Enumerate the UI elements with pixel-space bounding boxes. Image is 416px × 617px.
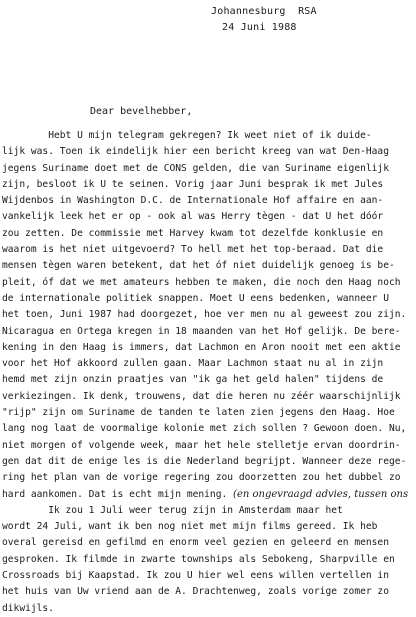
body-line: Crossroads bij Kaapstad. Ik zou U hier wel eens willen vertellen in <box>2 570 389 582</box>
letter-date: 24 Juni 1988 <box>222 22 297 33</box>
body-line-with-note <box>2 487 414 503</box>
body-line: gesproken. Ik filmde in zwarte townships als Sebokeng, Sharpville en <box>2 553 395 565</box>
body-line: verkiezingen. Ik denk, trouwens, dat die heren nu zéér waarschijnlijk <box>2 390 401 402</box>
body-line: Wijdenbos in Washington D.C. de Internationale Hof affaire en aan- <box>2 195 384 207</box>
salutation: Dear bevelhebber, <box>90 106 193 117</box>
body-line: Ik zou 1 Juli weer terug zijn in Amsterdam maar het <box>2 504 343 516</box>
body-line: "rijp" zijn om Suriname de tanden te laten zien jegens den Haag. Hoe <box>2 407 395 419</box>
body-line: gen dat dit de enige les is die Nederland begrijpt. Wanneer deze rege- <box>2 455 407 467</box>
body-line: wordt 24 Juli, want ik ben nog niet met mijn films gereed. Ik heb <box>2 521 378 533</box>
body-line: zijn, besloot ik U te seinen. Vorig jaar Juni besprak ik met Jules <box>2 178 384 190</box>
handwritten-note: (en ongevraagd advies, tussen ons <box>233 488 409 500</box>
body-line: zou zetten. De commissie met Harvey kwam tot dezelfde konklusie en <box>2 227 384 239</box>
body-line: Nicaragua en Ortega kregen in 18 maanden van het Hof gelijk. De bere- <box>2 325 401 337</box>
body-line: waarom is het niet uitgevoerd? To hell met het top-beraad. Dat die <box>2 244 384 256</box>
body-line: hemd met zijn onzin praatjes van "ik ga het geld halen" tijdens de <box>2 374 384 386</box>
body-line: Hebt U mijn telegram gekregen? Ik weet niet of ik duide- <box>2 130 372 141</box>
body-line: vankelijk leek het er op - ook al was Herry tègen - dat U het dóór <box>2 211 384 223</box>
body-line: mensen tègen waren betekent, dat het óf niet duidelijk genoeg is be- <box>2 260 395 272</box>
body-line: lijk was. Toen ik eindelijk hier een bericht kreeg van wat Den-Haag <box>2 146 389 158</box>
body-line: het huis van Uw vriend aan de A. Drachtenweg, zoals vorige zomer zo <box>2 586 389 598</box>
letter-body <box>2 128 414 617</box>
body-line: voor het Hof akkoord zullen gaan. Maar Lachmon staat nu al in zijn <box>2 358 384 370</box>
body-line: jegens Suriname doet met de CONS gelden, die van Suriname eigenlijk <box>2 162 389 174</box>
letter-place: Johannesburg RSA <box>211 6 317 17</box>
body-line: overal gereisd en gefilmd en enorm veel gezien en geleerd en mensen <box>2 537 389 549</box>
body-line: niet morgen of volgende week, maar het hele stelletje ervan doordrin- <box>2 439 401 451</box>
body-line: lang nog laat de voormalige kolonie met zich sollen ? Gewoon doen. Nu, <box>2 423 407 435</box>
body-line: ring het plan van de vorige regering zou doorzetten zou het dubbel zo <box>2 472 401 484</box>
body-line: dikwijls. <box>2 602 54 614</box>
body-line: pleit, óf dat we met amateurs hebben te maken, die noch den Haag noch <box>2 276 401 288</box>
body-line: het toen, Juni 1987 had doorgezet, hoe ver men nu al geweest zou zijn. <box>2 309 407 321</box>
body-line: kening in den Haag is immers, dat Lachmon en Aron nooit met een aktie <box>2 341 401 353</box>
body-line: hard aankomen. Dat is echt mijn mening. <box>2 488 228 500</box>
body-line: de internationale politiek snappen. Moet U eens bedenken, wanneer U <box>2 292 389 304</box>
